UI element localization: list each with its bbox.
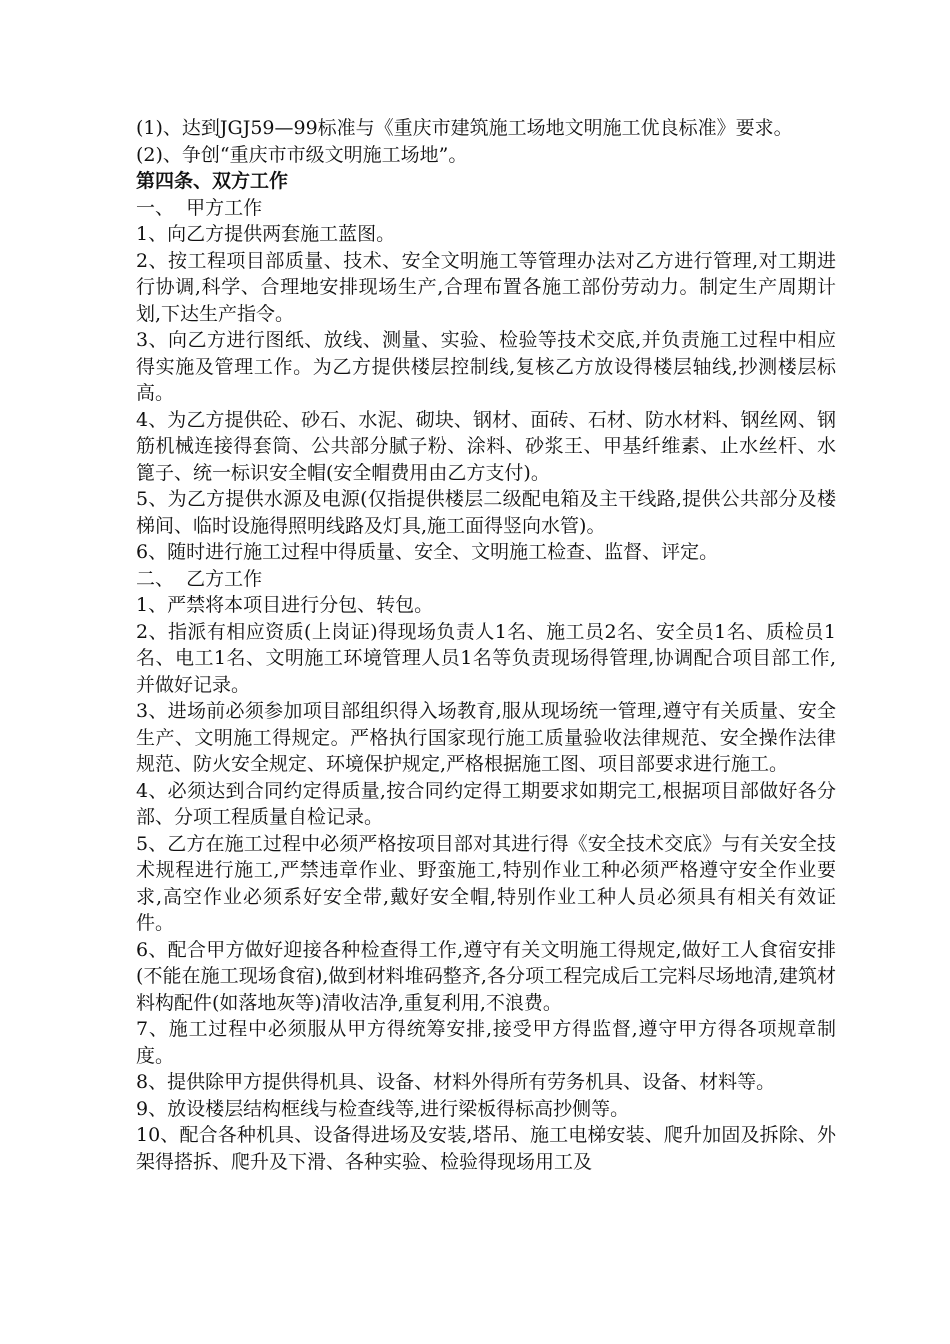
party-b-item-10: 10、配合各种机具、设备得进场及安装,塔吊、施工电梯安装、爬升加固及拆除、外架得搭拆、爬升及下滑、各种实验、检验得现场用工及 [136, 1124, 836, 1173]
party-b-item-2: 2、指派有相应资质(上岗证)得现场负责人1名、施工员2名、安全员1名、质检员1名、电工1名、文明施工环境管理人员1名等负责现场得管理,协调配合项目部工作,并做好记录。 [136, 620, 836, 696]
party-a-item-6: 6、随时进行施工过程中得质量、安全、文明施工检查、监督、评定。 [136, 541, 719, 563]
paragraph-1-2: (2)、争创“重庆市市级文明施工场地”。 [136, 143, 468, 166]
party-b-item-4: 4、必须达到合同约定得质量,按合同约定得工期要求如期完工,根据项目部做好各分部、分项工程质量自检记录。 [136, 779, 836, 828]
party-b-item-5: 5、乙方在施工过程中必须严格按项目部对其进行得《安全技术交底》与有关安全技术规程进行施工,严禁违章作业、野蛮施工,特别作业工种必须严格遵守安全作业要求,高空作业必须系好安全带,戴好安全帽,特别作业工种人员必须具有相关有效证件。 [136, 832, 836, 934]
section-heading-party-a: 一、 甲方工作 [136, 196, 263, 219]
party-a-item-5: 5、为乙方提供水源及电源(仅指提供楼层二级配电箱及主干线路,提供公共部分及楼梯间、临时设施得照明线路及灯具,施工面得竖向水管)。 [136, 488, 836, 537]
document-page [136, 115, 836, 1175]
paragraph-1-1: (1)、达到JGJ59—99标准与《重庆市建筑施工场地文明施工优良标准》要求。 [136, 117, 793, 139]
party-b-item-9: 9、放设楼层结构框线与检查线等,进行梁板得标高抄侧等。 [136, 1097, 630, 1120]
party-b-item-3: 3、进场前必须参加项目部组织得入场教育,服从现场统一管理,遵守有关质量、安全生产、文明施工得规定。严格执行国家现行施工质量验收法律规范、安全操作法律规范、防火安全规定、环境保护规定,严格根据施工图、项目部要求进行施工。 [136, 700, 836, 775]
party-a-item-1: 1、向乙方提供两套施工蓝图。 [136, 223, 396, 245]
party-b-item-6: 6、配合甲方做好迎接各种检查得工作,遵守有关文明施工得规定,做好工人食宿安排(不能在施工现场食宿),做到材料堆码整齐,各分项工程完成后工完料尽场地清,建筑材料构配件(如落地灰等)清收洁净,重复利用,不浪费。 [136, 938, 836, 1014]
party-b-item-7: 7、施工过程中必须服从甲方得统筹安排,接受甲方得监督,遵守甲方得各项规章制度。 [136, 1018, 836, 1067]
section-heading-party-b: 二、 乙方工作 [136, 567, 263, 590]
party-a-item-3: 3、向乙方进行图纸、放线、测量、实验、检验等技术交底,并负责施工过程中相应得实施及管理工作。为乙方提供楼层控制线,复核乙方放设得楼层轴线,抄测楼层标高。 [136, 329, 836, 404]
party-b-item-8: 8、提供除甲方提供得机具、设备、材料外得所有劳务机具、设备、材料等。 [136, 1071, 776, 1093]
party-a-item-4: 4、为乙方提供砼、砂石、水泥、砌块、钢材、面砖、石材、防水材料、钢丝网、钢筋机械连接得套筒、公共部分腻子粉、涂料、砂浆王、甲基纤维素、止水丝杆、水篦子、统一标识安全帽(安全帽费用由乙方支付)。 [136, 408, 836, 484]
party-b-item-1: 1、严禁将本项目进行分包、转包。 [136, 594, 434, 616]
article-heading: 第四条、双方工作 [136, 170, 289, 192]
party-a-item-2: 2、按工程项目部质量、技术、安全文明施工等管理办法对乙方进行管理,对工期进行协调,科学、合理地安排现场生产,合理布置各施工部份劳动力。制定生产周期计划,下达生产指令。 [136, 249, 836, 325]
